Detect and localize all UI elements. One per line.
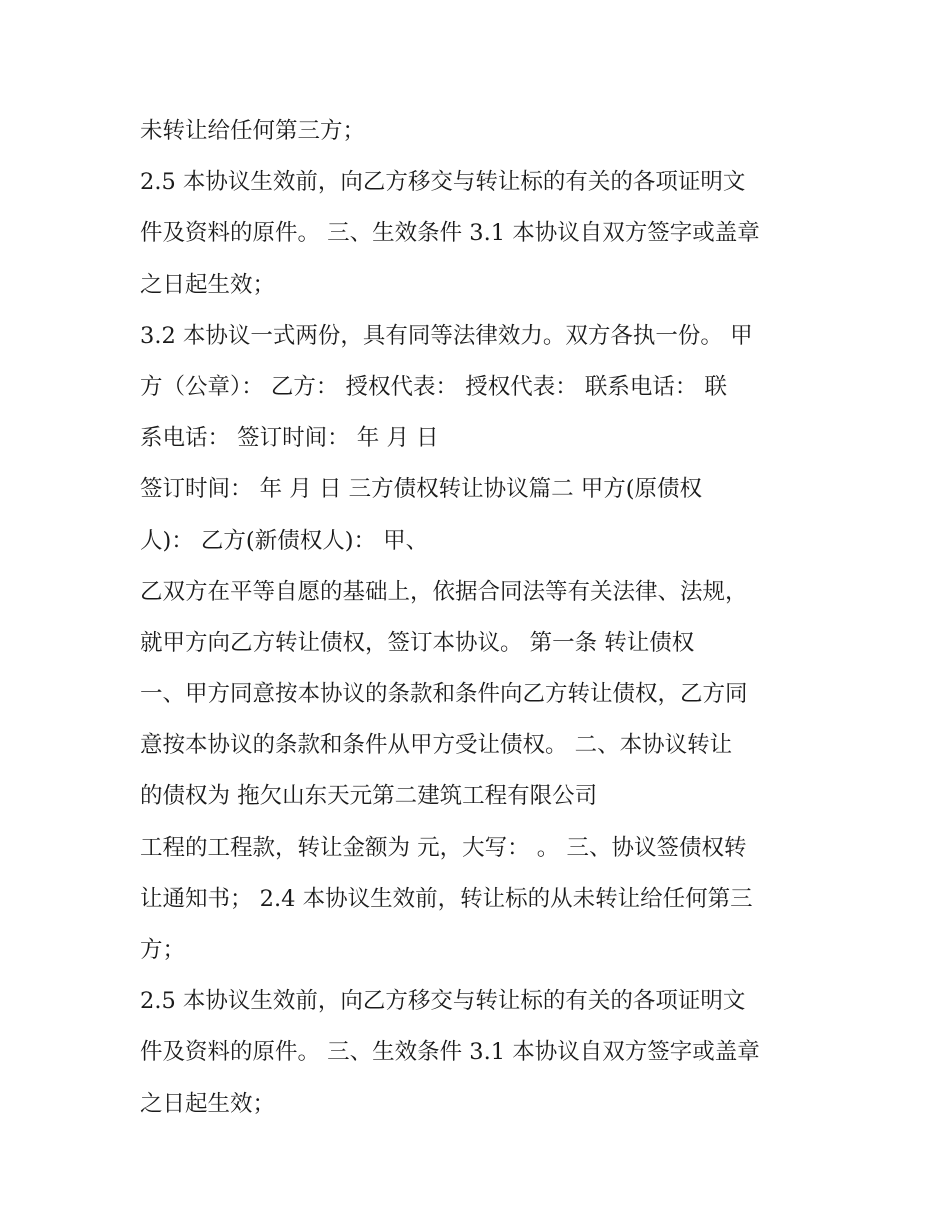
text-line-15: 工程的工程款，转让金额为 元，大写： 。 三、协议签债权转: [140, 834, 747, 861]
text-line-13: 意按本协议的条款和条件从甲方受让债权。 二、本协议转让: [140, 732, 733, 759]
text-line-9: 人)： 乙方(新债权人)： 甲、: [140, 527, 429, 554]
text-line-4: 之日起生效；: [140, 271, 276, 298]
text-line-7: 系电话： 签订时间： 年 月 日: [140, 425, 439, 452]
text-line-17: 方；: [140, 937, 186, 963]
text-line-14: 的债权为 拖欠山东天元第二建筑工程有限公司: [140, 783, 598, 810]
text-line-10: 乙双方在平等自愿的基础上，依据合同法等有关法律、法规，: [140, 578, 748, 605]
text-line-1: 未转让给任何第三方；: [140, 118, 366, 144]
text-line-6: 方（公章）： 乙方： 授权代表： 授权代表： 联系电话： 联: [140, 373, 728, 400]
text-line-11: 就甲方向乙方转让债权，签订本协议。 第一条 转让债权: [140, 629, 695, 656]
document-body: [140, 106, 840, 1130]
text-line-12: 一、甲方同意按本协议的条款和条件向乙方转让债权，乙方同: [140, 681, 748, 708]
text-line-8: 签订时间： 年 月 日 三方债权转让协议篇二 甲方(原债权: [140, 476, 703, 503]
text-line-18: 2.5 本协议生效前，向乙方移交与转让标的有关的各项证明文: [140, 988, 746, 1015]
text-line-5: 3.2 本协议一式两份，具有同等法律效力。双方各执一份。 甲: [140, 322, 753, 349]
text-line-2: 2.5 本协议生效前，向乙方移交与转让标的有关的各项证明文: [140, 169, 746, 196]
text-line-20: 之日起生效；: [140, 1090, 276, 1117]
text-line-19: 件及资料的原件。 三、生效条件 3.1 本协议自双方签字或盖章: [140, 1039, 760, 1066]
text-line-3: 件及资料的原件。 三、生效条件 3.1 本协议自双方签字或盖章: [140, 220, 760, 247]
text-line-16: 让通知书； 2.4 本协议生效前，转让标的从未转让给任何第三: [140, 885, 753, 912]
